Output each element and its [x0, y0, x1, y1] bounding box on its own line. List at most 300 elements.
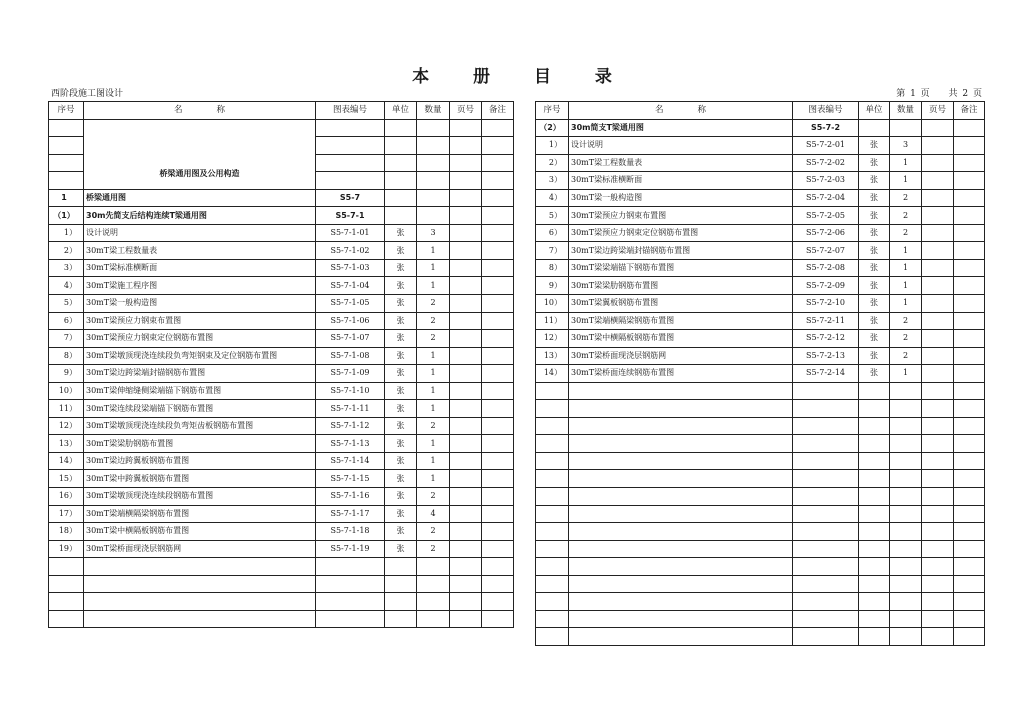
- cell-name: 30mT梁翼板钢筋布置图: [569, 295, 793, 313]
- table-row: [49, 417, 514, 435]
- cell-qty: 1: [417, 277, 450, 295]
- cell-unit: 张: [859, 347, 890, 365]
- cell-qty: 2: [890, 312, 922, 330]
- cell-name: [569, 628, 793, 646]
- cell-code: S5-7-1-08: [316, 347, 385, 365]
- cell-qty: 3: [890, 137, 922, 155]
- cell-page: [922, 172, 954, 190]
- empty-row: [49, 593, 514, 611]
- cell-unit: 张: [859, 259, 890, 277]
- cell-note: [482, 259, 514, 277]
- cell-no: 5）: [536, 207, 569, 225]
- cell-page: [922, 505, 954, 523]
- page-total: 共 2 页: [948, 89, 982, 99]
- cell-no: [536, 558, 569, 576]
- cell-name: [569, 558, 793, 576]
- cell-unit: [385, 189, 417, 207]
- cell-unit: 张: [859, 277, 890, 295]
- cell-unit: 张: [859, 365, 890, 383]
- table-row: [49, 400, 514, 418]
- cell-qty: 1: [890, 295, 922, 313]
- header-qty: 数量: [890, 102, 922, 120]
- cell-note: [482, 435, 514, 453]
- cell-note: [482, 593, 514, 611]
- header-code: 图表编号: [793, 102, 859, 120]
- cell-code: S5-7-2-03: [793, 172, 859, 190]
- cell-unit: [385, 207, 417, 225]
- cell-note: [482, 347, 514, 365]
- cell-qty: 2: [417, 295, 450, 313]
- cell-name: [84, 558, 316, 576]
- cell-page: [450, 400, 482, 418]
- cell-page: [450, 593, 482, 611]
- cell-code: S5-7-2-05: [793, 207, 859, 225]
- cell-qty: [890, 628, 922, 646]
- cell-unit: 张: [385, 452, 417, 470]
- cell-qty: [890, 593, 922, 611]
- cell-page: [450, 224, 482, 242]
- cell-no: [536, 540, 569, 558]
- cell-code: [793, 558, 859, 576]
- cell-unit: [385, 575, 417, 593]
- cell-page: [450, 417, 482, 435]
- cell-note: [954, 435, 985, 453]
- cell-unit: 张: [859, 154, 890, 172]
- cell-no: 1）: [536, 137, 569, 155]
- cell-note: [482, 610, 514, 628]
- cell-page: [922, 400, 954, 418]
- table-row: [536, 330, 985, 348]
- cell-page: [922, 523, 954, 541]
- empty-row: [49, 575, 514, 593]
- cell-no: 16）: [49, 488, 84, 506]
- cell-qty: [890, 470, 922, 488]
- cell-code: [316, 593, 385, 611]
- empty-row: [49, 610, 514, 628]
- cell-unit: 张: [859, 312, 890, 330]
- cell-code: S5-7-1-11: [316, 400, 385, 418]
- table-row: [536, 312, 985, 330]
- cell-name: 30mT梁桥面现浇层钢筋网: [84, 540, 316, 558]
- cell-code: S5-7-2: [793, 119, 859, 137]
- cell-page: [922, 189, 954, 207]
- cell-code: S5-7-2-07: [793, 242, 859, 260]
- cell-no: 18）: [49, 523, 84, 541]
- cell-qty: 2: [890, 207, 922, 225]
- cell-name: 30mT梁施工程序图: [84, 277, 316, 295]
- empty-row: [536, 435, 985, 453]
- cell-note: [482, 488, 514, 506]
- cell-no: [536, 417, 569, 435]
- cell-unit: [859, 452, 890, 470]
- cell-qty: 1: [417, 259, 450, 277]
- cell-note: [954, 330, 985, 348]
- cell-unit: 张: [859, 172, 890, 190]
- cell-page: [922, 382, 954, 400]
- table-row: [49, 488, 514, 506]
- cell-qty: [890, 435, 922, 453]
- cell-name: 30mT梁中横隔板钢筋布置图: [569, 330, 793, 348]
- cell-unit: 张: [385, 470, 417, 488]
- cell-name: 30mT梁边跨梁端封锚钢筋布置图: [84, 365, 316, 383]
- cell-note: [954, 172, 985, 190]
- cell-code: [793, 610, 859, 628]
- cell-page: [922, 224, 954, 242]
- cell-no: （2）: [536, 119, 569, 137]
- cell-code: S5-7-2-14: [793, 365, 859, 383]
- cell-code: [793, 540, 859, 558]
- cell-name: 30m先简支后结构连续T梁通用图: [84, 207, 316, 225]
- cell-no: 1）: [49, 224, 84, 242]
- cell-name: [569, 417, 793, 435]
- empty-row: [536, 575, 985, 593]
- cell-no: 9）: [49, 365, 84, 383]
- cell-code: S5-7-1-10: [316, 382, 385, 400]
- cell-unit: 张: [385, 347, 417, 365]
- cell-unit: 张: [385, 295, 417, 313]
- cell-name: 30mT梁墩顶现浇连续段负弯矩齿板钢筋布置图: [84, 417, 316, 435]
- header-note: 备注: [954, 102, 985, 120]
- cell-name: [569, 400, 793, 418]
- cell-no: 8）: [49, 347, 84, 365]
- cell-page: [922, 417, 954, 435]
- cell-page: [922, 312, 954, 330]
- cell-code: [793, 575, 859, 593]
- table-row: [536, 365, 985, 383]
- cell-note: [954, 312, 985, 330]
- cell-code: S5-7-1-03: [316, 259, 385, 277]
- cell-note: [482, 207, 514, 225]
- cell-name: 30mT梁梁端锚下钢筋布置图: [569, 259, 793, 277]
- cell-name: [569, 470, 793, 488]
- cell-unit: [385, 593, 417, 611]
- cell-unit: 张: [385, 540, 417, 558]
- cell-qty: [417, 558, 450, 576]
- cell-unit: [385, 558, 417, 576]
- cell-no: 4）: [536, 189, 569, 207]
- cell-page: [922, 119, 954, 137]
- cell-unit: 张: [385, 505, 417, 523]
- cell-qty: [417, 575, 450, 593]
- cell-no: 17）: [49, 505, 84, 523]
- cell-page: [922, 277, 954, 295]
- cell-unit: 张: [385, 312, 417, 330]
- cell-no: 13）: [49, 435, 84, 453]
- cell-page: [450, 488, 482, 506]
- cell-unit: 张: [385, 330, 417, 348]
- cell-no: [49, 593, 84, 611]
- cell-unit: 张: [385, 277, 417, 295]
- cell-unit: 张: [385, 224, 417, 242]
- cell-name: 桥梁通用图: [84, 189, 316, 207]
- cell-name: 30mT梁工程数量表: [84, 242, 316, 260]
- cell-code: [793, 470, 859, 488]
- cell-note: [954, 558, 985, 576]
- table-row: [49, 435, 514, 453]
- cell-code: [793, 435, 859, 453]
- cell-note: [954, 452, 985, 470]
- cell-qty: 1: [417, 365, 450, 383]
- cell-qty: 1: [890, 154, 922, 172]
- cell-no: [49, 610, 84, 628]
- cell-page: [922, 137, 954, 155]
- empty-row: [49, 558, 514, 576]
- cell-note: [482, 365, 514, 383]
- empty-row: [536, 540, 985, 558]
- cell-page: [450, 452, 482, 470]
- cell-no: 10）: [49, 382, 84, 400]
- cell-code: S5-7-1-06: [316, 312, 385, 330]
- cell-page: [922, 207, 954, 225]
- cell-note: [482, 540, 514, 558]
- cell-note: [482, 312, 514, 330]
- cell-qty: [890, 417, 922, 435]
- cell-name: 30mT梁预应力钢束定位钢筋布置图: [84, 330, 316, 348]
- cell-code: S5-7-1-05: [316, 295, 385, 313]
- table-row: [49, 365, 514, 383]
- table-row: [49, 242, 514, 260]
- cell-no: 2）: [49, 242, 84, 260]
- cell-no: [536, 593, 569, 611]
- cell-no: [536, 505, 569, 523]
- empty-row: [536, 610, 985, 628]
- cell-name: 30mT梁中跨翼板钢筋布置图: [84, 470, 316, 488]
- empty-row: [536, 628, 985, 646]
- cell-code: S5-7-1-02: [316, 242, 385, 260]
- empty-row: [536, 382, 985, 400]
- header-row: [536, 102, 985, 120]
- cell-code: S5-7-1-18: [316, 523, 385, 541]
- cell-name: 30mT梁工程数量表: [569, 154, 793, 172]
- cell-page: [922, 365, 954, 383]
- cell-no: 6）: [536, 224, 569, 242]
- cell-note: [954, 400, 985, 418]
- cell-page: [450, 295, 482, 313]
- empty-row: [536, 452, 985, 470]
- cell-note: [954, 628, 985, 646]
- cell-page: [922, 154, 954, 172]
- table-row: [49, 207, 514, 225]
- cell-no: [49, 558, 84, 576]
- cell-no: [536, 488, 569, 506]
- cell-qty: 2: [417, 523, 450, 541]
- cell-code: [793, 593, 859, 611]
- cell-name: [569, 452, 793, 470]
- cell-note: [954, 382, 985, 400]
- cell-note: [954, 365, 985, 383]
- cell-code: S5-7-2-12: [793, 330, 859, 348]
- cell-page: [450, 610, 482, 628]
- cell-name: [84, 593, 316, 611]
- cell-code: [793, 400, 859, 418]
- cell-no: 19）: [49, 540, 84, 558]
- cell-qty: 1: [417, 242, 450, 260]
- cell-unit: 张: [385, 259, 417, 277]
- cell-note: [482, 558, 514, 576]
- cell-unit: [859, 523, 890, 541]
- cell-code: S5-7-1-15: [316, 470, 385, 488]
- group-title-cell: [84, 119, 316, 189]
- cell-qty: [417, 207, 450, 225]
- cell-name: 30mT梁梁肋钢筋布置图: [569, 277, 793, 295]
- cell-page: [922, 347, 954, 365]
- cell-page: [922, 435, 954, 453]
- cell-name: 30mT梁边跨翼板钢筋布置图: [84, 452, 316, 470]
- cell-qty: 3: [417, 224, 450, 242]
- cell-note: [482, 417, 514, 435]
- cell-note: [482, 330, 514, 348]
- cell-qty: [417, 593, 450, 611]
- empty-row: [536, 470, 985, 488]
- cell-qty: [890, 119, 922, 137]
- cell-unit: 张: [385, 417, 417, 435]
- cell-code: S5-7-1-12: [316, 417, 385, 435]
- cell-no: 1: [49, 189, 84, 207]
- cell-no: 9）: [536, 277, 569, 295]
- cell-unit: 张: [859, 189, 890, 207]
- empty-row: [536, 400, 985, 418]
- cell-code: [793, 382, 859, 400]
- cell-qty: 2: [417, 488, 450, 506]
- cell-page: [922, 628, 954, 646]
- cell-note: [482, 224, 514, 242]
- cell-note: [954, 540, 985, 558]
- empty-row: [536, 558, 985, 576]
- cell-no: [536, 523, 569, 541]
- cell-unit: 张: [385, 365, 417, 383]
- cell-qty: 1: [890, 365, 922, 383]
- header-qty: 数量: [417, 102, 450, 120]
- cell-unit: [859, 435, 890, 453]
- cell-name: 30mT梁墩顶现浇连续段钢筋布置图: [84, 488, 316, 506]
- cell-no: 7）: [49, 330, 84, 348]
- header-page: 页号: [922, 102, 954, 120]
- cell-page: [450, 540, 482, 558]
- cell-page: [922, 295, 954, 313]
- cell-qty: 1: [890, 172, 922, 190]
- cell-name: 30mT梁标准横断面: [84, 259, 316, 277]
- cell-page: [922, 242, 954, 260]
- cell-code: [793, 505, 859, 523]
- cell-no: 13）: [536, 347, 569, 365]
- cell-page: [450, 330, 482, 348]
- cell-no: 4）: [49, 277, 84, 295]
- table-row: [49, 277, 514, 295]
- cell-no: 15）: [49, 470, 84, 488]
- empty-row: [536, 488, 985, 506]
- cell-note: [954, 470, 985, 488]
- cell-note: [954, 242, 985, 260]
- cell-unit: [859, 400, 890, 418]
- cell-qty: [890, 558, 922, 576]
- cell-no: 2）: [536, 154, 569, 172]
- cell-code: S5-7-1-07: [316, 330, 385, 348]
- cell-page: [450, 382, 482, 400]
- cell-note: [954, 277, 985, 295]
- cell-code: [793, 628, 859, 646]
- cell-unit: 张: [385, 435, 417, 453]
- cell-name: 30mT梁预应力钢束布置图: [569, 207, 793, 225]
- cell-no: 7）: [536, 242, 569, 260]
- cell-qty: [890, 523, 922, 541]
- empty-row: [536, 417, 985, 435]
- cell-code: S5-7-2-04: [793, 189, 859, 207]
- cell-code: [316, 610, 385, 628]
- cell-unit: [859, 382, 890, 400]
- table-row: [49, 452, 514, 470]
- cell-note: [954, 593, 985, 611]
- cell-note: [954, 505, 985, 523]
- empty-row: [536, 593, 985, 611]
- cell-code: [793, 452, 859, 470]
- cell-name: [569, 488, 793, 506]
- cell-unit: 张: [859, 295, 890, 313]
- cell-no: [536, 382, 569, 400]
- empty-row: [536, 505, 985, 523]
- cell-qty: [890, 610, 922, 628]
- cell-note: [482, 470, 514, 488]
- table-row: [49, 523, 514, 541]
- cell-no: 3）: [49, 259, 84, 277]
- cell-name: 30mT梁端横隔梁钢筋布置图: [84, 505, 316, 523]
- cell-note: [482, 523, 514, 541]
- cell-unit: [385, 610, 417, 628]
- cell-note: [482, 242, 514, 260]
- document-title: 本 册 目 录: [412, 67, 631, 87]
- cell-qty: 4: [417, 505, 450, 523]
- cell-note: [954, 154, 985, 172]
- cell-qty: [890, 382, 922, 400]
- cell-code: S5-7-2-02: [793, 154, 859, 172]
- table-row: [49, 347, 514, 365]
- cell-note: [482, 400, 514, 418]
- cell-code: [793, 417, 859, 435]
- table-row: [536, 207, 985, 225]
- table-row: [49, 330, 514, 348]
- cell-name: 30mT梁一般构造图: [84, 295, 316, 313]
- cell-page: [922, 540, 954, 558]
- cell-qty: 2: [417, 540, 450, 558]
- cell-name: 30mT梁中横隔板钢筋布置图: [84, 523, 316, 541]
- cell-page: [922, 470, 954, 488]
- cell-qty: 1: [417, 452, 450, 470]
- cell-no: 5）: [49, 295, 84, 313]
- header-unit: 单位: [385, 102, 417, 120]
- cell-name: 30mT梁桥面现浇层钢筋网: [569, 347, 793, 365]
- cell-page: [450, 312, 482, 330]
- table-row: [49, 382, 514, 400]
- cell-no: 3）: [536, 172, 569, 190]
- cell-page: [450, 259, 482, 277]
- project-subtitle: 西阶段施工图设计: [51, 89, 124, 99]
- cell-name: 30mT梁预应力钢束布置图: [84, 312, 316, 330]
- table-row: [49, 312, 514, 330]
- cell-note: [954, 207, 985, 225]
- cell-no: [536, 575, 569, 593]
- cell-unit: [859, 610, 890, 628]
- cell-name: 30mT梁梁肋钢筋布置图: [84, 435, 316, 453]
- cell-qty: [890, 452, 922, 470]
- cell-qty: 2: [417, 312, 450, 330]
- cell-note: [954, 189, 985, 207]
- cell-page: [922, 330, 954, 348]
- cell-qty: 1: [890, 242, 922, 260]
- cell-page: [450, 470, 482, 488]
- cell-page: [450, 435, 482, 453]
- cell-unit: [859, 488, 890, 506]
- cell-qty: 2: [417, 417, 450, 435]
- table-row: [49, 540, 514, 558]
